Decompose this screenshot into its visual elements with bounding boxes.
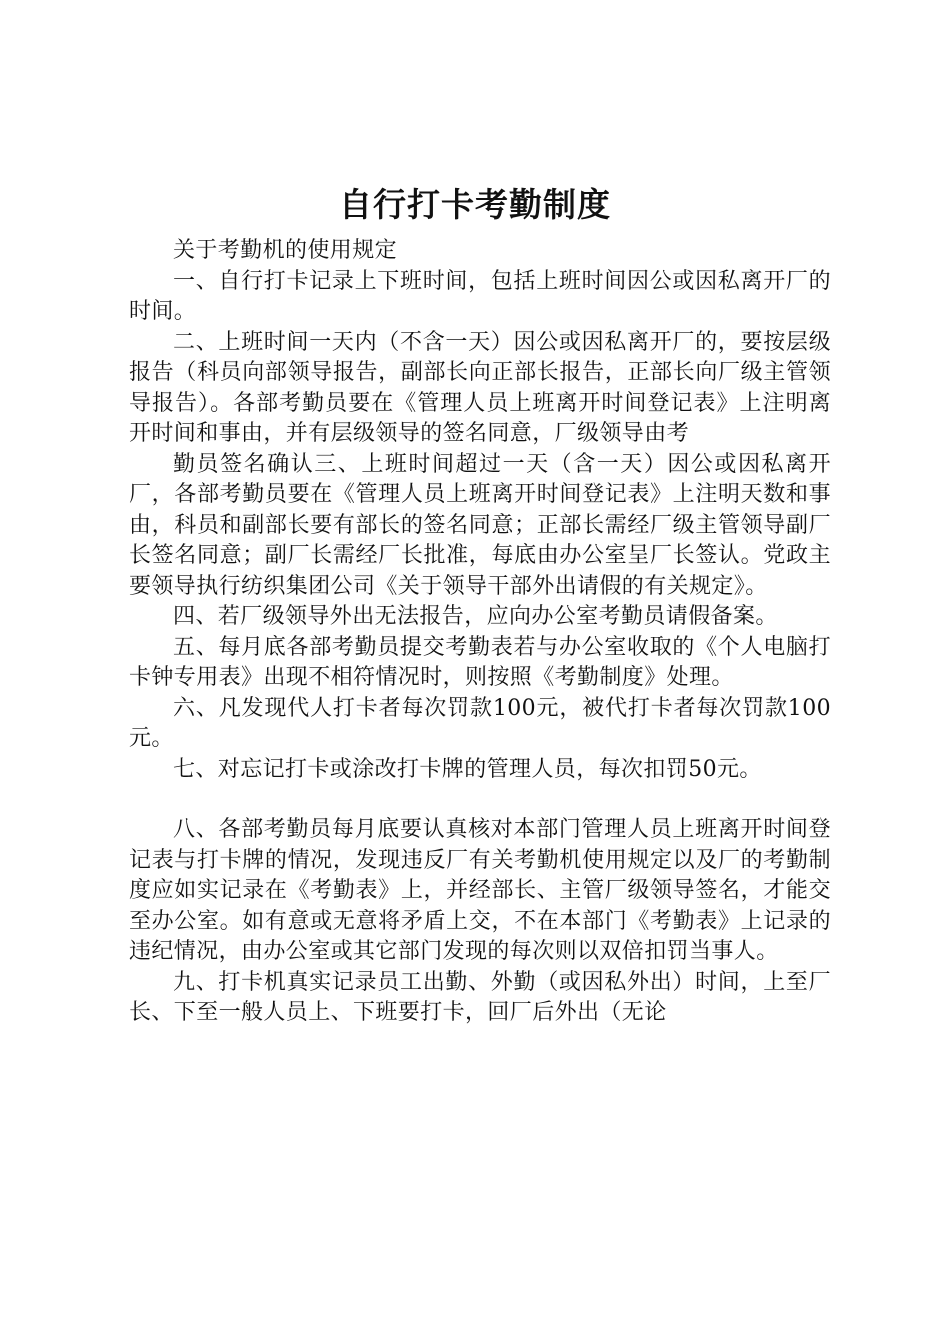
paragraph-4: 四、若厂级领导外出无法报告，应向办公室考勤员请假备案。 bbox=[173, 604, 778, 629]
paragraph-7: 七、对忘记打卡或涂改打卡牌的管理人员，每次扣罚50元。 bbox=[173, 756, 762, 782]
paragraph-intro: 关于考勤机的使用规定 bbox=[173, 238, 398, 263]
paragraph-8: 八、各部考勤员每月底要认真核对本部门管理人员上班离开时间登记表与打卡牌的情况，发现违反厂有关考勤机使用规定以及厂的考勤制度应如实记录在《考勤表》上，并经部长、主管厂级领导签名，才能交至办公室。如有意或无意将矛盾上交，不在本部门《考勤表》上记录的违纪情况，由办公室或其它部门发现的每次则以双倍扣罚当事人。 bbox=[129, 817, 831, 964]
paragraph-3: 勤员签名确认三、上班时间超过一天（含一天）因公或因私离开厂，各部考勤员要在《管理人员上班离开时间登记表》上注明天数和事由，科员和副部长要有部长的签名同意；正部长需经厂级主管领导副厂长签名同意；副厂长需经厂长批准，每底由办公室呈厂长签认。党政主要领导执行纺织集团公司《关于领导干部外出请假的有关规定》。 bbox=[129, 451, 831, 599]
paragraph-2: 二、上班时间一天内（不含一天）因公或因私离开厂的，要按层级报告（科员向部领导报告，副部长向正部长报告，正部长向厂级主管领导报告）。各部考勤员要在《管理人员上班离开时间登记表》上注明离开时间和事由，并有层级领导的签名同意，厂级领导由考 bbox=[129, 329, 831, 446]
document-title: 自行打卡考勤制度 bbox=[339, 185, 611, 224]
paragraph-1: 一、自行打卡记录上下班时间，包括上班时间因公或因私离开厂的时间。 bbox=[129, 268, 831, 324]
document-body bbox=[129, 236, 831, 1029]
paragraph-6: 六、凡发现代人打卡者每次罚款100元，被代打卡者每次罚款100元。 bbox=[129, 695, 831, 751]
paragraph-5: 五、每月底各部考勤员提交考勤表若与办公室收取的《个人电脑打卡钟专用表》出现不相符情况时，则按照《考勤制度》处理。 bbox=[129, 634, 831, 690]
paragraph-9: 九、打卡机真实记录员工出勤、外勤（或因私外出）时间，上至厂长、下至一般人员上、下班要打卡，回厂后外出（无论 bbox=[129, 969, 831, 1025]
